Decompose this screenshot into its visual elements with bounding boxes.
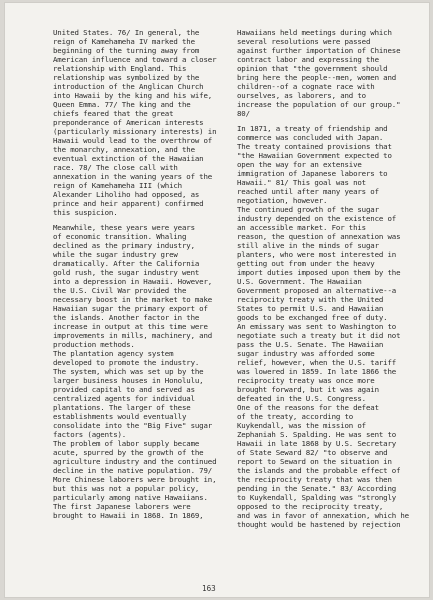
text-line: children--of a cognate race with (237, 82, 375, 91)
text-line: several resolutions were passed (237, 37, 371, 46)
text-line: consolidate into the "Big Five" sugar (53, 421, 213, 430)
text-line: negotiate such a treaty but it did not (237, 331, 401, 340)
text-line: provided capital to and served as (53, 385, 195, 394)
text-line: brought forward, but it was again (237, 385, 379, 394)
text-line: race. 78/ The close call with (53, 163, 178, 172)
page-number: 163 (202, 584, 216, 593)
text-line: increase the population of our group." (237, 100, 401, 109)
text-line: pending in the Senate." 83/ According (237, 484, 397, 493)
text-line: Hawaiian sugar the primary export of (53, 304, 208, 313)
text-line: industry depended on the existence of (237, 214, 397, 223)
text-line: declined as the primary industry, (53, 241, 195, 250)
text-line: Zephaniah S. Spalding. He was sent to (237, 430, 397, 439)
text-line: The system, which was set up by the (53, 367, 204, 376)
text-line: increase in output at this time were (53, 322, 208, 331)
text-line: opinion that "the government should (237, 64, 388, 73)
text-line: plantations. The larger of these (53, 403, 191, 412)
text-line: while the sugar industry grew (53, 250, 178, 259)
text-line: import duties imposed upon them by the (237, 268, 401, 277)
text-line: The first Japanese laborers were (53, 502, 191, 511)
text-line: reciprocity treaty with the United (237, 295, 384, 304)
text-line: opposed to the reciprocity treaty, (237, 502, 384, 511)
text-line: developed to promote the industry. (53, 358, 200, 367)
text-line: commerce was concluded with Japan. (237, 133, 384, 142)
text-line: reign of Kamehameha III (which (53, 181, 182, 190)
text-line: relationship was symbolized by the (53, 73, 200, 82)
text-line: factors (agents). (53, 430, 127, 439)
text-line: The plantation agency system (53, 349, 174, 358)
text-line: The treaty contained provisions that (237, 142, 392, 151)
text-line: introduction of the Anglican Church (53, 82, 204, 91)
text-line: planters, who were most interested in (237, 250, 397, 259)
text-line: establishments would eventually (53, 412, 187, 421)
text-line: reached until after many years of (237, 187, 379, 196)
text-line: bring here the people--men, women and (237, 73, 397, 82)
text-line: necessary boost in the market to make (53, 295, 213, 304)
text-line: the U.S. Civil War provided the (53, 286, 187, 295)
text-line: still alive in the minds of sugar (237, 241, 379, 250)
text-line: An emissary was sent to Washington to (237, 322, 397, 331)
text-line: goods to be exchanged free of duty. (237, 313, 388, 322)
text-line: production methods. (53, 340, 135, 349)
text-line: of economic transition. Whaling (53, 232, 187, 241)
text-line: relationship with England. This (53, 64, 187, 73)
text-line: the reciprocity treaty that was then (237, 475, 392, 484)
text-line: report to Seward on the situation in (237, 457, 392, 466)
text-line: particularly among native Hawaiians. (53, 493, 208, 502)
text-line: eventual extinction of the Hawaiian (53, 154, 204, 163)
text-line: this suspicion. (53, 208, 118, 217)
text-line: agriculture industry and the continued (53, 457, 217, 466)
text-line: pass the U.S. Senate. The Hawaiian (237, 340, 384, 349)
text-line: ourselves, as laborers, and to (237, 91, 366, 100)
text-line: Hawaii would lead to the overthrow of (53, 136, 213, 145)
text-line: Meanwhile, these years were years (53, 223, 195, 232)
text-line: relief, however, when the U.S. tariff (237, 358, 397, 367)
text-line: into Hawaii by the king and his wife, (53, 91, 213, 100)
text-line: Hawaii in late 1868 by U.S. Secretary (237, 439, 397, 448)
text-line: open the way for an extensive (237, 160, 362, 169)
text-line: beginning of the turning away from (53, 46, 200, 55)
text-line: improvements in mills, machinery, and (53, 331, 213, 340)
text-line: thought would be hastened by rejection (237, 520, 401, 529)
text-line: Hawaiians held meetings during which (237, 28, 392, 37)
text-line: was lowered in 1859. In late 1866 the (237, 367, 397, 376)
document-page (4, 2, 430, 598)
text-line: sugar industry was afforded some (237, 349, 375, 358)
text-line: centralized agents for individual (53, 394, 195, 403)
text-line: and was in favor of annexation, which he (237, 511, 409, 520)
text-line: against further importation of Chinese (237, 46, 401, 55)
text-line: contract labor and expressing the (237, 55, 379, 64)
text-line: annexation in the waning years of the (53, 172, 213, 181)
text-line: an accessible market. For this (237, 223, 366, 232)
text-line: Hawaii." 81/ This goal was not (237, 178, 366, 187)
text-line: More Chinese laborers were brought in, (53, 475, 217, 484)
text-line: reciprocity treaty was once more (237, 376, 375, 385)
text-line: getting out from under the heavy (237, 259, 375, 268)
text-line: One of the reasons for the defeat (237, 403, 379, 412)
text-line: the islands and the probable effect of (237, 466, 401, 475)
text-line: dramatically. After the California (53, 259, 200, 268)
text-line: (particularly missionary interests) in (53, 127, 217, 136)
text-line: to Kuykendall, Spalding was "strongly (237, 493, 397, 502)
text-line: acute, spurred by the growth of the (53, 448, 204, 457)
text-line: brought to Hawaii in 1868. In 1869, (53, 511, 204, 520)
text-line: United States. 76/ In general, the (53, 28, 200, 37)
text-line: The problem of labor supply became (53, 439, 200, 448)
text-line: into a depression in Hawaii. However, (53, 277, 213, 286)
text-line: preponderance of American interests (53, 118, 204, 127)
text-line: Queen Emma. 77/ The king and the (53, 100, 191, 109)
text-line: decline in the native population. 79/ (53, 466, 213, 475)
left-text-column (53, 28, 233, 520)
text-line: Alexander Liholiho had opposed, as (53, 190, 200, 199)
text-line: the islands. Another factor in the (53, 313, 200, 322)
text-line: but this was not a popular policy, (53, 484, 200, 493)
text-line: defeated in the U.S. Congress. (237, 394, 366, 403)
text-line: The continued growth of the sugar (237, 205, 379, 214)
text-line: reason, the question of annexation was (237, 232, 401, 241)
text-line: 80/ (237, 109, 250, 118)
text-line: the monarchy, annexation, and the (53, 145, 195, 154)
text-line: prince and heir apparent) confirmed (53, 199, 204, 208)
text-line: "the Hawaiian Government expected to (237, 151, 392, 160)
text-line: Kuykendall, was the mission of (237, 421, 366, 430)
text-line: of State Seward 82/ "to observe and (237, 448, 388, 457)
text-line: reign of Kamehameha IV marked the (53, 37, 195, 46)
text-line: U.S. Government. The Hawaiian (237, 277, 362, 286)
text-line: negotiation, however. (237, 196, 328, 205)
text-line: gold rush, the sugar industry went (53, 268, 200, 277)
text-line: chiefs feared that the great (53, 109, 174, 118)
text-line: American influence and toward a closer (53, 55, 217, 64)
text-line: In 1871, a treaty of friendship and (237, 124, 388, 133)
text-line: immigration of Japanese laborers to (237, 169, 388, 178)
text-line: States to permit U.S. and Hawaiian (237, 304, 384, 313)
right-text-column (237, 28, 423, 529)
text-line: Government proposed an alternative--a (237, 286, 397, 295)
text-line: larger business houses in Honolulu, (53, 376, 204, 385)
text-line: of the treaty, according to (237, 412, 354, 421)
